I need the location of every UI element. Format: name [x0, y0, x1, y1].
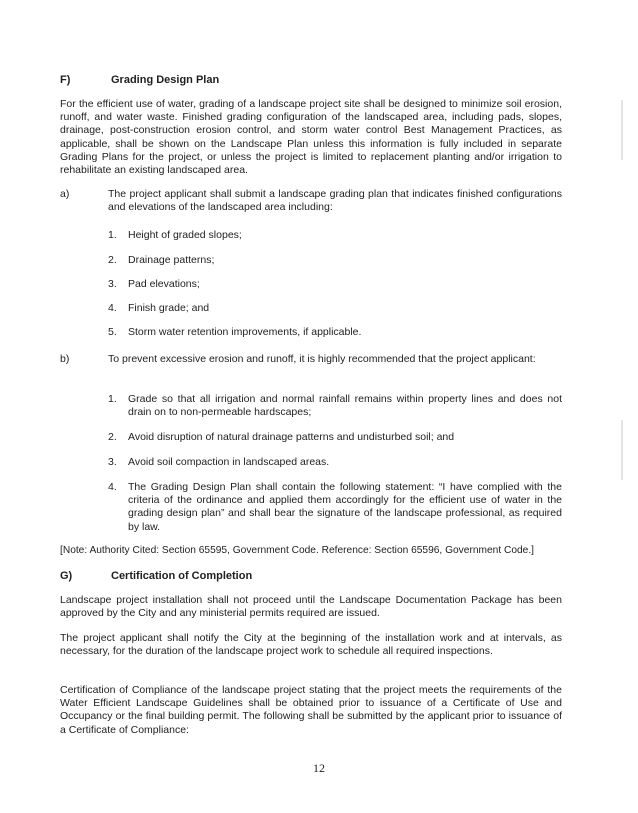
list-item-number: 3. — [108, 278, 117, 290]
subitem-b-letter: b) — [60, 353, 70, 365]
list-item-text: Pad elevations; — [128, 278, 200, 290]
scan-mark — [621, 420, 623, 480]
list-item-number: 3. — [108, 456, 117, 468]
list-item-text: Height of graded slopes; — [128, 229, 242, 241]
list-item-number: 4. — [108, 481, 117, 493]
section-g-paragraph: Certification of Compliance of the landscape project stating that the project meets the requirements of the Water Efficient Landscape Guidelines shall be obtained prior to issuance of a Certificate of Use and Occupancy or the final building permit. The following shall be submitted by the applicant prior to issuance of a Certificate of Compliance: — [60, 684, 562, 736]
section-f-letter: F) — [60, 74, 71, 86]
subitem-a-letter: a) — [60, 188, 70, 200]
section-g-paragraph: Landscape project installation shall not proceed until the Landscape Documentation Package has been approved by the City and any ministerial permits required are issued. — [60, 594, 562, 620]
subitem-b-text: To prevent excessive erosion and runoff, it is highly recommended that the project applicant: — [108, 353, 536, 365]
list-item-number: 1. — [108, 229, 117, 241]
section-f-title: Grading Design Plan — [111, 74, 220, 86]
section-f-intro: For the efficient use of water, grading of a landscape project site shall be designed to minimize soil erosion, runoff, and water waste. Finished grading configuration of the landscaped area, including pads, slopes, drainage, post-construction erosion control, and storm water control Best Management Practices, as applicable, shall be shown on the Landscape Plan unless this information is fully included in separate Grading Plans for the project, or unless the project is limited to replacement planting and/or irrigation to rehabilitate an existing landscaped area. — [60, 98, 562, 177]
list-item-number: 4. — [108, 302, 117, 314]
section-f-heading — [60, 74, 219, 87]
list-item-text: The Grading Design Plan shall contain the following statement: “I have complied with the criteria of the ordinance and applied them accordingly for the efficient use of water in the grading design plan” and shall bear the signature of the landscape professional, as required by law. — [128, 481, 562, 533]
list-item-number: 5. — [108, 326, 117, 338]
list-item-number: 2. — [108, 431, 117, 443]
list-item-number: 1. — [108, 393, 117, 405]
list-item-text: Finish grade; and — [128, 302, 210, 314]
list-item-text: Storm water retention improvements, if applicable. — [128, 326, 362, 338]
list-item-text: Drainage patterns; — [128, 254, 215, 266]
section-g-title: Certification of Completion — [111, 570, 253, 582]
section-g-paragraph: The project applicant shall notify the City at the beginning of the installation work and at intervals, as necessary, for the duration of the landscape project work to schedule all required inspections. — [60, 632, 562, 658]
section-g-heading — [60, 570, 252, 583]
scan-mark — [621, 100, 623, 160]
list-item-text: Avoid soil compaction in landscaped areas. — [128, 456, 330, 468]
list-item-text: Grade so that all irrigation and normal rainfall remains within property lines and does not drain on to non-permeable hardscapes; — [128, 393, 562, 419]
subitem-a-text: The project applicant shall submit a landscape grading plan that indicates finished configurations and elevations of the landscaped area including: — [108, 188, 562, 214]
authority-note: [Note: Authority Cited: Section 65595, Government Code. Reference: Section 65596, Government Code.] — [60, 545, 534, 556]
section-g-letter: G) — [60, 570, 73, 582]
list-item-text: Avoid disruption of natural drainage patterns and undisturbed soil; and — [128, 431, 455, 443]
page-number: 12 — [313, 761, 325, 775]
list-item-number: 2. — [108, 254, 117, 266]
